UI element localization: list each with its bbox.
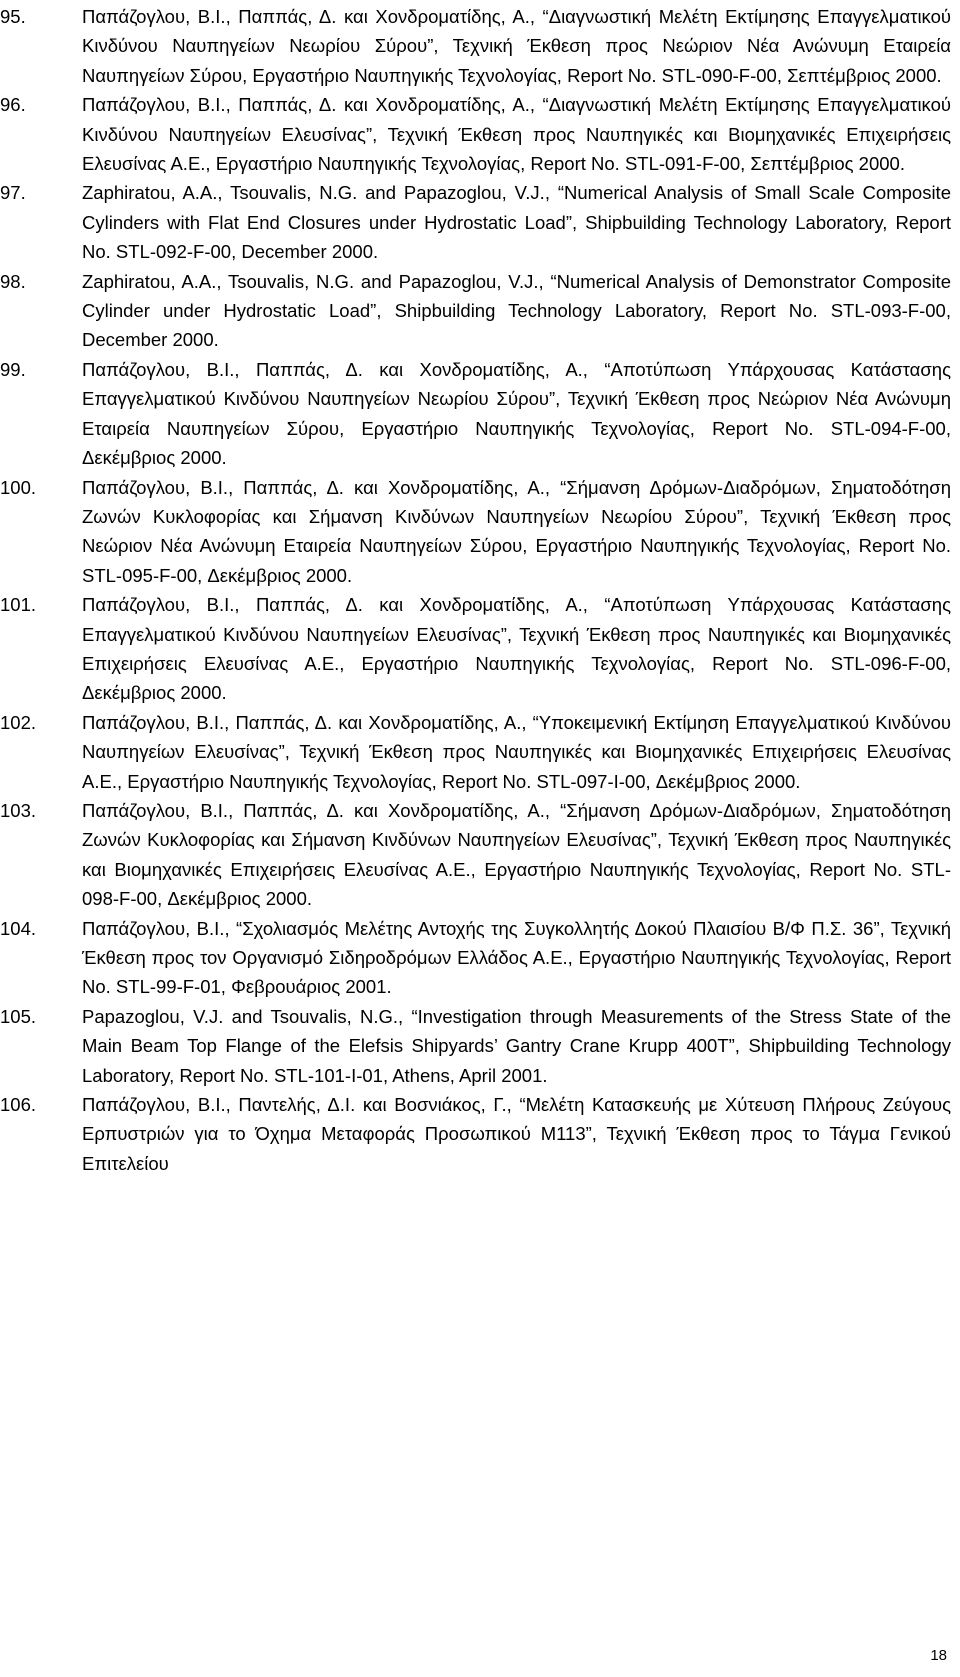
reference-item-99 bbox=[0, 355, 951, 473]
reference-text: Παπάζογλου, Β.Ι., Παππάς, Δ. και Χονδροματίδης, Α., “Αποτύπωση Υπάρχουσας Κατάστασης Επαγγελματικού Κινδύνου Ναυπηγείων Ελευσίνας”, Τεχνική Έκθεση προς Ναυπηγικές και Βιομηχανικές Επιχειρήσεις Ελευσίνας Α.Ε., Εργαστήριο Ναυπηγικής Τεχνολογίας, Report No. STL-096-F-00, Δεκέμβριος 2000. bbox=[82, 594, 951, 704]
reference-number: 102. bbox=[0, 711, 37, 733]
reference-item-95 bbox=[0, 2, 951, 90]
reference-number: 97. bbox=[0, 182, 26, 204]
reference-number: 100. bbox=[0, 476, 37, 498]
reference-list bbox=[0, 2, 960, 1178]
reference-item-97 bbox=[0, 178, 951, 266]
reference-item-96 bbox=[0, 90, 951, 178]
reference-text: Παπάζογλου, Β.Ι., Παππάς, Δ. και Χονδροματίδης, Α., “Αποτύπωση Υπάρχουσας Κατάστασης Επαγγελματικού Κινδύνου Ναυπηγείων Νεωρίου Σύρου”, Τεχνική Έκθεση προς Νεώριον Νέα Ανώνυμη Εταιρεία Ναυπηγείων Σύρου, Εργαστήριο Ναυπηγικής Τεχνολογίας, Report No. STL-094-F-00, Δεκέμβριος 2000. bbox=[82, 358, 951, 469]
reference-item-101 bbox=[0, 590, 951, 708]
reference-number: 95. bbox=[0, 6, 26, 27]
page-number: 18 bbox=[930, 1647, 947, 1664]
reference-number: 96. bbox=[0, 94, 26, 116]
reference-number: 106. bbox=[0, 1094, 37, 1116]
reference-text: Παπάζογλου, Β.Ι., Παντελής, Δ.Ι. και Βοσνιάκος, Γ., “Μελέτη Κατασκευής με Χύτευση Πλήρους Ζεύγους Ερπυστριών για το Όχημα Μεταφοράς Προσωπικού Μ113”, Τεχνική Έκθεση προς το Τάγμα Γενικού Επιτελείου bbox=[82, 1094, 951, 1174]
reference-item-98 bbox=[0, 267, 951, 355]
reference-text: Παπάζογλου, Β.Ι., Παππάς, Δ. και Χονδροματίδης, Α., “Διαγνωστική Μελέτη Εκτίμησης Επαγγελματικού Κινδύνου Ναυπηγείων Ελευσίνας”, Τεχνική Έκθεση προς Ναυπηγικές και Βιομηχανικές Επιχειρήσεις Ελευσίνας Α.Ε., Εργαστήριο Ναυπηγικής Τεχνολογίας, Report No. STL-091-F-00, Σεπτέμβριος 2000. bbox=[82, 94, 951, 175]
reference-number: 103. bbox=[0, 799, 37, 821]
reference-item-100 bbox=[0, 473, 951, 591]
reference-text: Zaphiratou, A.A., Tsouvalis, N.G. and Papazoglou, V.J., “Numerical Analysis of Demonstrator Composite Cylinder under Hydrostatic Load”, Shipbuilding Technology Laboratory, Report No. STL-093-F-00, December 2000. bbox=[82, 270, 951, 351]
reference-text: Zaphiratou, A.A., Tsouvalis, N.G. and Papazoglou, V.J., “Numerical Analysis of Small Scale Composite Cylinders with Flat End Closures under Hydrostatic Load”, Shipbuilding Technology Laboratory, Report No. STL-092-F-00, December 2000. bbox=[82, 182, 951, 263]
reference-number: 99. bbox=[0, 358, 26, 380]
reference-item-103 bbox=[0, 796, 951, 914]
reference-text: Παπάζογλου, Β.Ι., Παππάς, Δ. και Χονδροματίδης, Α., “Σήμανση Δρόμων-Διαδρόμων, Σηματοδότηση Ζωνών Κυκλοφορίας και Σήμανση Κινδύνων Ναυπηγείων Νεωρίου Σύρου”, Τεχνική Έκθεση προς Νεώριον Νέα Ανώνυμη Εταιρεία Ναυπηγείων Σύρου, Εργαστήριο Ναυπηγικής Τεχνολογίας, Report No. STL-095-F-00, Δεκέμβριος 2000. bbox=[82, 476, 951, 586]
reference-text: Παπάζογλου, Β.Ι., Παππάς, Δ. και Χονδροματίδης, Α., “Σήμανση Δρόμων-Διαδρόμων, Σηματοδότηση Ζωνών Κυκλοφορίας και Σήμανση Κινδύνων Ναυπηγείων Ελευσίνας”, Τεχνική Έκθεση προς Ναυπηγικές και Βιομηχανικές Επιχειρήσεις Ελευσίνας Α.Ε., Εργαστήριο Ναυπηγικής Τεχνολογίας, Report No. STL-098-F-00, Δεκέμβριος 2000. bbox=[82, 799, 951, 910]
reference-item-104 bbox=[0, 914, 951, 1002]
reference-number: 104. bbox=[0, 917, 37, 939]
reference-item-102 bbox=[0, 708, 951, 796]
reference-number: 98. bbox=[0, 270, 26, 292]
reference-number: 101. bbox=[0, 594, 37, 616]
reference-item-106 bbox=[0, 1090, 951, 1178]
reference-item-105 bbox=[0, 1002, 951, 1090]
reference-text: Παπάζογλου, Β.Ι., Παππάς, Δ. και Χονδροματίδης, Α., “Διαγνωστική Μελέτη Εκτίμησης Επαγγελματικού Κινδύνου Ναυπηγείων Νεωρίου Σύρου”, Τεχνική Έκθεση προς Νεώριον Νέα Ανώνυμη Εταιρεία Ναυπηγείων Σύρου, Εργαστήριο Ναυπηγικής Τεχνολογίας, Report No. STL-090-F-00, Σεπτέμβριος 2000. bbox=[82, 6, 951, 86]
reference-number: 105. bbox=[0, 1005, 37, 1027]
reference-text: Παπάζογλου, Β.Ι., Παππάς, Δ. και Χονδροματίδης, Α., “Υποκειμενική Εκτίμηση Επαγγελματικού Κινδύνου Ναυπηγείων Ελευσίνας”, Τεχνική Έκθεση προς Ναυπηγικές και Βιομηχανικές Επιχειρήσεις Ελευσίνας Α.Ε., Εργαστήριο Ναυπηγικής Τεχνολογίας, Report No. STL-097-I-00, Δεκέμβριος 2000. bbox=[82, 711, 951, 792]
reference-text: Παπάζογλου, Β.Ι., “Σχολιασμός Μελέτης Αντοχής της Συγκολλητής Δοκού Πλαισίου Β/Φ Π.Σ. 36”, Τεχνική Έκθεση προς τον Οργανισμό Σιδηροδρόμων Ελλάδος Α.Ε., Εργαστήριο Ναυπηγικής Τεχνολογίας, Report No. STL-99-F-01, Φεβρουάριος 2001. bbox=[82, 917, 951, 998]
reference-text: Papazoglou, V.J. and Tsouvalis, N.G., “Investigation through Measurements of the Stress State of the Main Beam Top Flange of the Elefsis Shipyards’ Gantry Crane Krupp 400T”, Shipbuilding Technology Laboratory, Report No. STL-101-I-01, Athens, April 2001. bbox=[82, 1005, 951, 1086]
